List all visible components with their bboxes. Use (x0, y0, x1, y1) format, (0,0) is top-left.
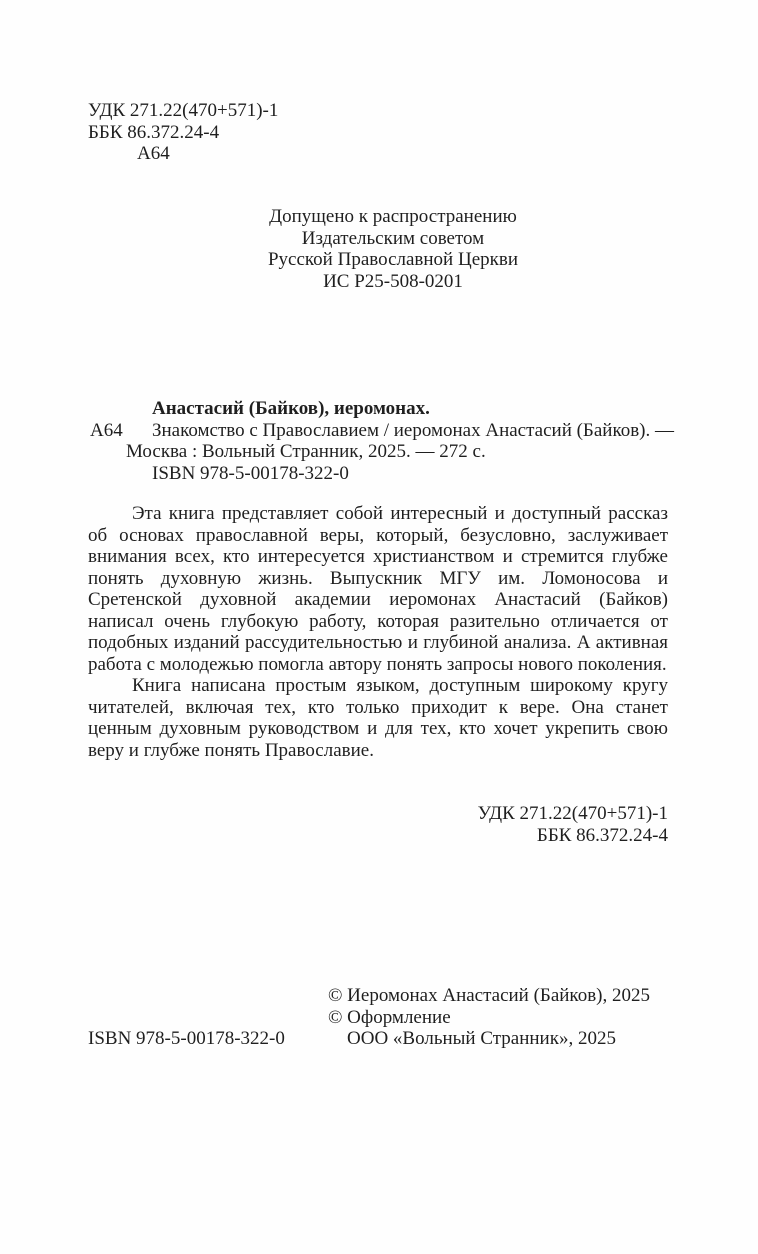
approval-line-1: Допущено к распространению (269, 206, 517, 227)
copyright-block (328, 985, 650, 1050)
approval-line-2: Издательским советом (301, 227, 485, 249)
classification-header (88, 100, 278, 165)
author-sign-top: А64 (137, 143, 170, 164)
approval-block (118, 206, 668, 292)
bib-author: Анастасий (Байков), иеромонах. (152, 398, 430, 419)
bib-isbn: ISBN 978-5-00178-322-0 (152, 462, 349, 484)
annotation-paragraph-1: Эта книга представляет собой интересный и доступный рассказ об основах православной веры, который, безусловно, заслуживает внимания всех, кто интересуется христианством и стремится глубже понять духовную жизнь. Выпускник МГУ им. Ломоносова и Сретенской духовной академии иеромонах Анастасий (Байков) написал очень глубокую работу, которая разительно отличается от подобных изданий рассудительностью и глубиной анализа. А активная работа с молодежью помогла автору понять запросы нового поколения. (88, 503, 668, 675)
bibliographic-record (88, 398, 688, 484)
bbk-top: ББК 86.372.24-4 (88, 121, 220, 143)
classification-footer (88, 803, 668, 846)
isbn-bottom: ISBN 978-5-00178-322-0 (88, 1028, 285, 1049)
copyright-author: © Иеромонах Анастасий (Байков), 2025 (328, 985, 650, 1006)
annotation (88, 503, 668, 761)
bib-imprint-line: Москва : Вольный Странник, 2025. — 272 с. (126, 441, 486, 462)
udk-bottom: УДК 271.22(470+571)-1 (477, 803, 668, 824)
bib-title-text: Знакомство с Православием / иеромонах Анастасий (Байков). — (152, 419, 675, 441)
copyright-design: © Оформление (328, 1006, 451, 1028)
bbk-bottom: ББК 86.372.24-4 (536, 824, 668, 846)
approval-line-4: ИС Р25-508-0201 (323, 270, 463, 292)
bib-title-line (88, 420, 688, 442)
copyright-publisher: ООО «Вольный Странник», 2025 (347, 1028, 616, 1049)
annotation-paragraph-2: Книга написана простым языком, доступным широкому кругу читателей, включая тех, кто только приходит к вере. Она станет ценным духовным руководством и для тех, кто хочет укрепить свою веру и глубже понять Православие. (88, 675, 668, 761)
author-sign-bib: А64 (90, 419, 123, 441)
udk-top: УДК 271.22(470+571)-1 (88, 100, 279, 121)
approval-line-3: Русской Православной Церкви (267, 249, 518, 270)
